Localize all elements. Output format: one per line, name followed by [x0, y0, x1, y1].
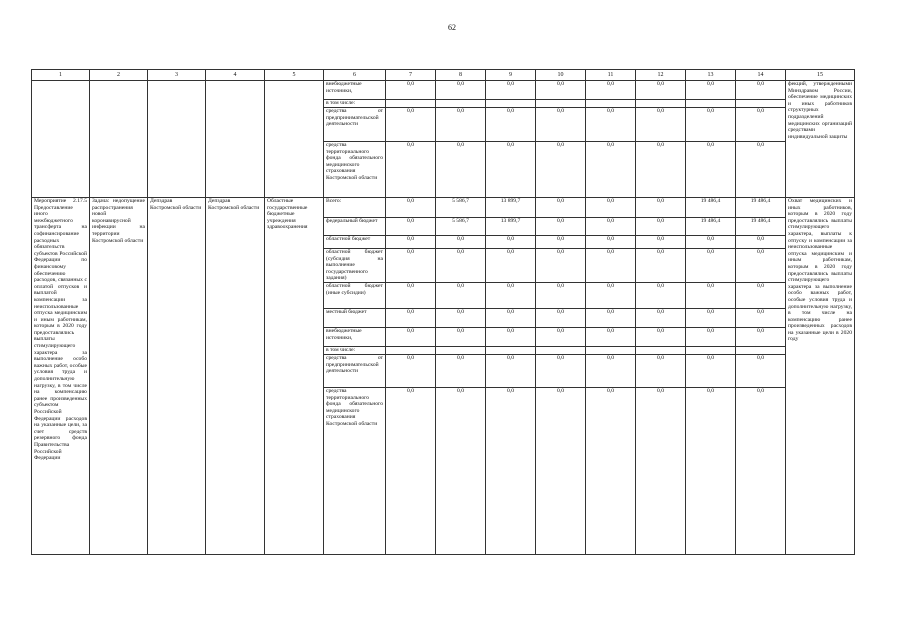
- value-cell: 0,0: [486, 249, 536, 283]
- value-cell: 0,0: [386, 249, 436, 283]
- value-cell: 0,0: [486, 236, 536, 249]
- value-cell: 0,0: [386, 142, 436, 198]
- value-cell: 0,0: [536, 308, 586, 327]
- value-cell: 0,0: [636, 327, 686, 346]
- value-cell: 19 486,4: [736, 198, 786, 218]
- value-cell: 0,0: [586, 249, 636, 283]
- value-cell: 0,0: [736, 354, 786, 387]
- value-cell: 0,0: [586, 218, 636, 236]
- column-number: 2: [90, 70, 148, 81]
- value-cell: 0,0: [686, 81, 736, 100]
- value-cell: 0,0: [686, 308, 736, 327]
- value-cell: 0,0: [486, 308, 536, 327]
- value-cell: [586, 346, 636, 354]
- value-cell: 0,0: [586, 108, 636, 142]
- task-cell: Задача: недопущение распространения новой коронавирусной инфекции на территории Костромской области: [90, 198, 148, 555]
- value-cell: 0,0: [586, 387, 636, 554]
- value-cell: 0,0: [436, 308, 486, 327]
- value-cell: 0,0: [586, 142, 636, 198]
- value-cell: 0,0: [486, 108, 536, 142]
- value-cell: 0,0: [636, 354, 686, 387]
- value-cell: 0,0: [536, 81, 586, 100]
- value-cell: 0,0: [436, 142, 486, 198]
- value-cell: 0,0: [486, 327, 536, 346]
- value-cell: 0,0: [686, 249, 736, 283]
- column-number: 4: [206, 70, 265, 81]
- result-cell: фекций, утвержденными Минздравом России, обеспечение медицинских и иных работников структурных подразделений медицинских организаций средствами индивидуальной защиты: [786, 81, 855, 198]
- value-cell: 19 486,4: [736, 218, 786, 236]
- empty-cell: [32, 81, 90, 198]
- funding-source-cell: в том числе:: [324, 346, 386, 354]
- value-cell: [436, 346, 486, 354]
- value-cell: 0,0: [536, 218, 586, 236]
- value-cell: 5 586,7: [436, 198, 486, 218]
- value-cell: [636, 100, 686, 108]
- value-cell: 0,0: [386, 387, 436, 554]
- value-cell: 0,0: [686, 282, 736, 308]
- value-cell: 0,0: [736, 387, 786, 554]
- value-cell: 0,0: [686, 108, 736, 142]
- empty-cell: [265, 81, 324, 198]
- value-cell: 0,0: [386, 81, 436, 100]
- value-cell: 0,0: [436, 282, 486, 308]
- value-cell: 5 586,7: [436, 218, 486, 236]
- funding-source-cell: внебюджетные источники,: [324, 81, 386, 100]
- table-row: [32, 81, 855, 100]
- value-cell: 0,0: [436, 108, 486, 142]
- column-number: 10: [536, 70, 586, 81]
- value-cell: 0,0: [586, 198, 636, 218]
- value-cell: 0,0: [736, 81, 786, 100]
- table-row: [32, 198, 855, 218]
- value-cell: 19 486,4: [686, 218, 736, 236]
- value-cell: [586, 100, 636, 108]
- value-cell: 0,0: [436, 81, 486, 100]
- column-number: 13: [686, 70, 736, 81]
- column-number: 15: [786, 70, 855, 81]
- value-cell: 0,0: [736, 249, 786, 283]
- value-cell: 0,0: [486, 81, 536, 100]
- value-cell: 0,0: [686, 327, 736, 346]
- value-cell: 0,0: [436, 387, 486, 554]
- value-cell: [736, 100, 786, 108]
- value-cell: 0,0: [386, 308, 436, 327]
- value-cell: 0,0: [536, 236, 586, 249]
- funding-source-cell: областной бюджет (субсидия на выполнение государственного задания): [324, 249, 386, 283]
- funding-source-cell: областной бюджет (иные субсидии): [324, 282, 386, 308]
- value-cell: 0,0: [386, 108, 436, 142]
- funding-source-cell: средства территориального фонда обязательного медицинского страхования Костромской области: [324, 387, 386, 554]
- result-cell: Охват медицинских и иных работников, которым в 2020 году предоставлялись выплаты стимулирующего характера, выплаты к отпуску и компенсации за неиспользованные отпуска медицинским и иным работникам, которым в 2020 году предоставлялись выплаты стимулирующего характера за выполнение особо важных работ, особые условия труда и дополнительную нагрузку, в том числе на компенсацию ранее произведенных расходов на указанные цели в 2020 году: [786, 198, 855, 555]
- value-cell: 13 899,7: [486, 198, 536, 218]
- value-cell: 0,0: [636, 81, 686, 100]
- value-cell: 0,0: [636, 249, 686, 283]
- column-number: 5: [265, 70, 324, 81]
- funding-source-cell: внебюджетные источники,: [324, 327, 386, 346]
- budget-table: [31, 69, 855, 555]
- value-cell: 0,0: [536, 282, 586, 308]
- value-cell: 0,0: [536, 327, 586, 346]
- column-number: 9: [486, 70, 536, 81]
- empty-cell: [90, 81, 148, 198]
- value-cell: 0,0: [736, 327, 786, 346]
- value-cell: 0,0: [636, 236, 686, 249]
- participants-cell: Областные государственные бюджетные учреждения здравоохранения: [265, 198, 324, 555]
- value-cell: 0,0: [636, 387, 686, 554]
- column-number: 8: [436, 70, 486, 81]
- funding-source-cell: федеральный бюджет: [324, 218, 386, 236]
- value-cell: [486, 100, 536, 108]
- value-cell: [536, 346, 586, 354]
- value-cell: 0,0: [536, 108, 586, 142]
- value-cell: 0,0: [536, 142, 586, 198]
- value-cell: 0,0: [386, 198, 436, 218]
- value-cell: 0,0: [536, 387, 586, 554]
- value-cell: 0,0: [386, 327, 436, 346]
- funding-source-cell: средства от предпринимательской деятельности: [324, 108, 386, 142]
- value-cell: 0,0: [736, 236, 786, 249]
- measure-name-cell: Мероприятие 2.17.5 Предоставление иного межбюджетного трансферта на софинансирование расходных обязательств субъектов Российской Федерации по финансовому обеспечению расходов, связанных с оплатой отпусков и выплатой компенсации за неиспользованные отпуска медицинским и иным работникам, которым в 2020 году предоставлялись выплаты стимулирующего характера за выполнение особо важных работ, особые условия труда и дополнительную нагрузку, в том числе на компенсацию ранее произведенных субъектом Российской Федерации расходов на указанные цели, за счет средств резервного фонда Правительства Российской Федерации: [32, 198, 90, 555]
- value-cell: 0,0: [636, 218, 686, 236]
- funding-source-cell: средства от предпринимательской деятельности: [324, 354, 386, 387]
- value-cell: 0,0: [586, 354, 636, 387]
- funding-source-cell: областной бюджет: [324, 236, 386, 249]
- value-cell: 0,0: [536, 354, 586, 387]
- value-cell: [536, 100, 586, 108]
- value-cell: 0,0: [586, 308, 636, 327]
- column-number: 14: [736, 70, 786, 81]
- funding-source-cell: местный бюджет: [324, 308, 386, 327]
- value-cell: 0,0: [586, 81, 636, 100]
- funding-source-cell: средства территориального фонда обязательного медицинского страхования Костромской области: [324, 142, 386, 198]
- empty-cell: [206, 81, 265, 198]
- column-number: 3: [148, 70, 206, 81]
- value-cell: 0,0: [586, 282, 636, 308]
- column-number: 7: [386, 70, 436, 81]
- value-cell: 0,0: [386, 218, 436, 236]
- value-cell: 0,0: [686, 354, 736, 387]
- value-cell: 0,0: [736, 142, 786, 198]
- empty-cell: [148, 81, 206, 198]
- value-cell: 19 486,4: [686, 198, 736, 218]
- value-cell: 0,0: [736, 282, 786, 308]
- value-cell: 0,0: [586, 236, 636, 249]
- value-cell: [386, 346, 436, 354]
- value-cell: 0,0: [636, 142, 686, 198]
- header-row: [32, 70, 855, 81]
- value-cell: [686, 100, 736, 108]
- value-cell: 0,0: [536, 198, 586, 218]
- value-cell: 0,0: [486, 354, 536, 387]
- value-cell: 0,0: [486, 387, 536, 554]
- column-number: 11: [586, 70, 636, 81]
- column-number: 1: [32, 70, 90, 81]
- funding-source-cell: в том числе:: [324, 100, 386, 108]
- value-cell: 0,0: [486, 282, 536, 308]
- value-cell: 0,0: [636, 282, 686, 308]
- value-cell: [386, 100, 436, 108]
- value-cell: 0,0: [686, 236, 736, 249]
- value-cell: 0,0: [636, 198, 686, 218]
- column-number: 6: [324, 70, 386, 81]
- value-cell: 0,0: [536, 249, 586, 283]
- value-cell: 0,0: [586, 327, 636, 346]
- value-cell: [486, 346, 536, 354]
- page-number: 62: [448, 23, 456, 32]
- value-cell: 0,0: [386, 354, 436, 387]
- responsible-cell: Депздрав Костромской области: [148, 198, 206, 555]
- value-cell: 0,0: [386, 282, 436, 308]
- column-number: 12: [636, 70, 686, 81]
- value-cell: [436, 100, 486, 108]
- value-cell: [686, 346, 736, 354]
- value-cell: 0,0: [386, 236, 436, 249]
- value-cell: 0,0: [436, 236, 486, 249]
- value-cell: 0,0: [686, 387, 736, 554]
- value-cell: 0,0: [686, 142, 736, 198]
- value-cell: 0,0: [436, 249, 486, 283]
- value-cell: 0,0: [636, 108, 686, 142]
- value-cell: [736, 346, 786, 354]
- executor-cell: Депздрав Костромской области: [206, 198, 265, 555]
- value-cell: 0,0: [436, 354, 486, 387]
- value-cell: 0,0: [486, 142, 536, 198]
- value-cell: 0,0: [636, 308, 686, 327]
- value-cell: 0,0: [736, 308, 786, 327]
- value-cell: 0,0: [736, 108, 786, 142]
- funding-source-cell: Всего:: [324, 198, 386, 218]
- value-cell: 0,0: [436, 327, 486, 346]
- value-cell: [636, 346, 686, 354]
- value-cell: 13 899,7: [486, 218, 536, 236]
